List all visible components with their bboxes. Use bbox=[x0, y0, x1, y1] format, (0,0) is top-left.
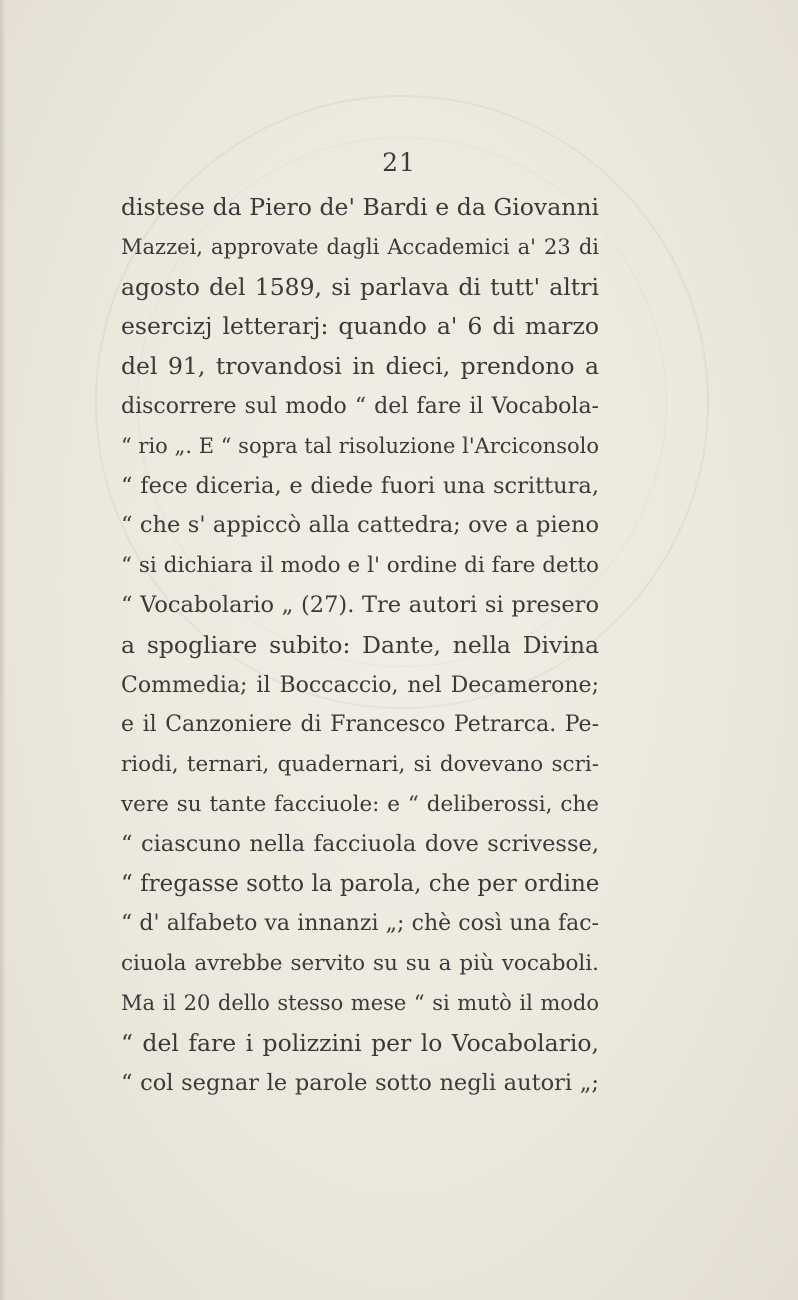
text-line: “ d' alfabeto va innanzi „; chè così una fac- bbox=[121, 911, 599, 937]
body-text bbox=[121, 188, 599, 1103]
text-line: “ col segnar le parole sotto negli autori „; bbox=[121, 1069, 599, 1096]
text-line: “ che s' appiccò alla cattedra; ove a pieno bbox=[121, 512, 599, 539]
page-number: 21 bbox=[382, 148, 416, 177]
text-line: del 91, trovandosi in dieci, prendono a bbox=[121, 352, 599, 381]
text-line: ciuola avrebbe servito su su a più vocaboli. bbox=[121, 951, 599, 977]
text-line: Ma il 20 dello stesso mese “ si mutò il modo bbox=[121, 990, 599, 1015]
text-line: distese da Piero de' Bardi e da Giovanni bbox=[121, 193, 599, 221]
text-line: “ rio „. E “ sopra tal risoluzione l'Arciconsolo bbox=[121, 433, 599, 458]
text-line: a spogliare subito: Dante, nella Divina bbox=[121, 630, 599, 659]
text-line: “ fregasse sotto la parola, che per ordine bbox=[121, 870, 600, 897]
text-line: Mazzei, approvate dagli Accademici a' 23 di bbox=[121, 234, 599, 259]
text-line: riodi, ternari, quadernari, si dovevano scri- bbox=[121, 752, 599, 778]
text-line: vere su tante facciuole: e “ deliberossi, che bbox=[121, 791, 599, 817]
text-line: “ ciascuno nella facciuola dove scrivesse, bbox=[121, 830, 599, 857]
text-line: agosto del 1589, si parlava di tutt' altri bbox=[121, 272, 599, 301]
text-line: esercizj letterarj: quando a' 6 di marzo bbox=[121, 312, 599, 341]
text-line: “ fece diceria, e diede fuori una scrittura, bbox=[121, 472, 599, 499]
text-line: discorrere sul modo “ del fare il Vocabola- bbox=[121, 393, 599, 419]
text-line: “ Vocabolario „ (27). Tre autori si presero bbox=[121, 591, 599, 618]
text-line: e il Canzoniere di Francesco Petrarca. Pe- bbox=[121, 712, 599, 738]
text-line: “ del fare i polizzini per lo Vocabolario, bbox=[121, 1028, 599, 1057]
text-line: Commedia; il Boccaccio, nel Decamerone; bbox=[121, 672, 599, 698]
page-edge-shadow bbox=[0, 0, 6, 1300]
text-line: “ si dichiara il modo e l' ordine di fare detto bbox=[121, 553, 599, 579]
